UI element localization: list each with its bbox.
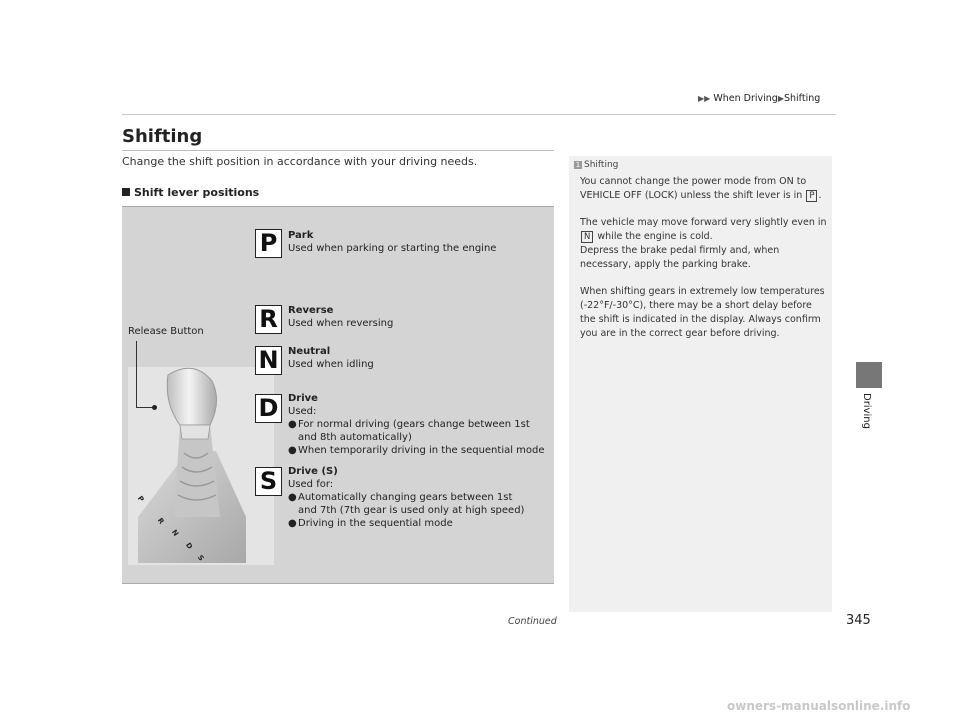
breadcrumb-section: When Driving <box>713 93 778 104</box>
gate-letter-p: P <box>135 494 146 504</box>
intro-text: Change the shift position in accordance with your driving needs. <box>122 155 478 168</box>
gear-p-name: Park <box>288 230 314 241</box>
gate-letter-s: S <box>195 553 206 563</box>
gear-s-description <box>288 465 524 530</box>
breadcrumb <box>698 93 820 104</box>
sidebar-p2-text: The vehicle may move forward very slightly even in <box>580 217 827 228</box>
breadcrumb-separator: ▶ <box>777 94 784 103</box>
sidebar-p2-brake: Depress the brake pedal firmly and, when necessary, apply the parking brake. <box>580 245 780 270</box>
gear-n-name: Neutral <box>288 346 331 357</box>
bullet-icon: ● <box>288 518 297 529</box>
gear-d-bullet-1-cont: and 8th automatically) <box>298 432 412 443</box>
sidebar-title-text: Shifting <box>584 160 619 170</box>
gear-p-description <box>288 229 496 255</box>
gear-s-usage: Used for: <box>288 479 334 490</box>
gear-s-bullet-2-text: Driving in the sequential mode <box>298 518 453 529</box>
sidebar-p1-text: You cannot change the power mode from ON to VEHICLE OFF (LOCK) unless the shift lever is in <box>580 176 807 201</box>
gear-s-icon: S <box>255 467 282 496</box>
gear-d-bullet-2-text: When temporarily driving in the sequential mode <box>298 445 545 456</box>
gear-s-bullet-1-cont: and 7th (7th gear is used only at high speed) <box>298 505 525 516</box>
sidebar-paragraph-2 <box>580 216 830 272</box>
gear-s-bullet-1 <box>288 491 524 504</box>
page-number: 345 <box>846 613 871 628</box>
leader-line-vertical <box>136 341 137 407</box>
gear-d-usage: Used: <box>288 406 317 417</box>
header-divider <box>122 114 836 115</box>
gear-r-usage: Used when reversing <box>288 318 394 329</box>
key-n-icon: N <box>581 231 593 243</box>
gear-d-name: Drive <box>288 393 318 404</box>
sidebar-p2-cont: while the engine is cold. <box>597 231 713 242</box>
sidebar-paragraph-3: When shifting gears in extremely low temperatures (-22°F/-30°C), there may be a short delay before the shift is indicated in the display. Always confirm you are in the correct gear before driving. <box>580 286 825 339</box>
chapter-tab-label: Driving <box>861 393 872 429</box>
chapter-tab <box>856 362 882 388</box>
gear-r-name: Reverse <box>288 305 334 316</box>
gate-letter-n: N <box>169 528 180 538</box>
bullet-icon: ● <box>288 419 297 430</box>
continued-label: Continued <box>508 616 557 627</box>
title-underline <box>122 150 554 151</box>
gear-n-icon: N <box>255 346 282 375</box>
page-title: Shifting <box>122 126 203 147</box>
release-button-pointer <box>152 405 157 410</box>
subheading <box>122 186 259 199</box>
gear-d-bullet-2 <box>288 444 545 457</box>
shift-lever-image <box>128 367 274 565</box>
gear-s-bullet-1-text: Automatically changing gears between 1st <box>298 492 513 503</box>
sidebar-p1-end: . <box>818 190 822 201</box>
sidebar-title <box>574 160 618 170</box>
sidebar-note <box>569 156 832 612</box>
subheading-text: Shift lever positions <box>134 186 260 199</box>
gear-r-icon: R <box>255 305 282 334</box>
release-button-label: Release Button <box>128 326 204 337</box>
key-p-icon: P <box>806 190 817 202</box>
gate-letter-d: D <box>183 541 194 551</box>
gate-letter-r: R <box>155 516 166 526</box>
sidebar-paragraph-1 <box>580 175 830 203</box>
breadcrumb-page: Shifting <box>783 93 821 104</box>
gear-n-description <box>288 345 374 371</box>
gear-d-bullet-1 <box>288 418 545 431</box>
shift-lever-figure <box>122 206 554 584</box>
sidebar-body <box>580 175 830 354</box>
gear-s-bullet-2 <box>288 517 524 530</box>
gear-d-icon: D <box>255 394 282 423</box>
gear-p-usage: Used when parking or starting the engine <box>288 243 497 254</box>
gear-n-usage: Used when idling <box>288 359 374 370</box>
gear-r-description <box>288 304 393 330</box>
bullet-icon: ● <box>288 445 297 456</box>
gear-d-description <box>288 392 545 457</box>
shift-lever-illustration <box>128 367 274 565</box>
gear-s-name: Drive (S) <box>288 466 338 477</box>
breadcrumb-arrows: ▶▶ <box>698 94 711 103</box>
gear-d-bullet-1-text: For normal driving (gears change between 1st <box>298 419 530 430</box>
gear-p-icon: P <box>255 229 282 258</box>
note-marker-icon: 1 <box>575 161 581 169</box>
square-bullet-icon <box>122 188 130 196</box>
footer-watermark-link[interactable]: owners-manualsonline.info <box>727 699 911 713</box>
bullet-icon: ● <box>288 492 297 503</box>
